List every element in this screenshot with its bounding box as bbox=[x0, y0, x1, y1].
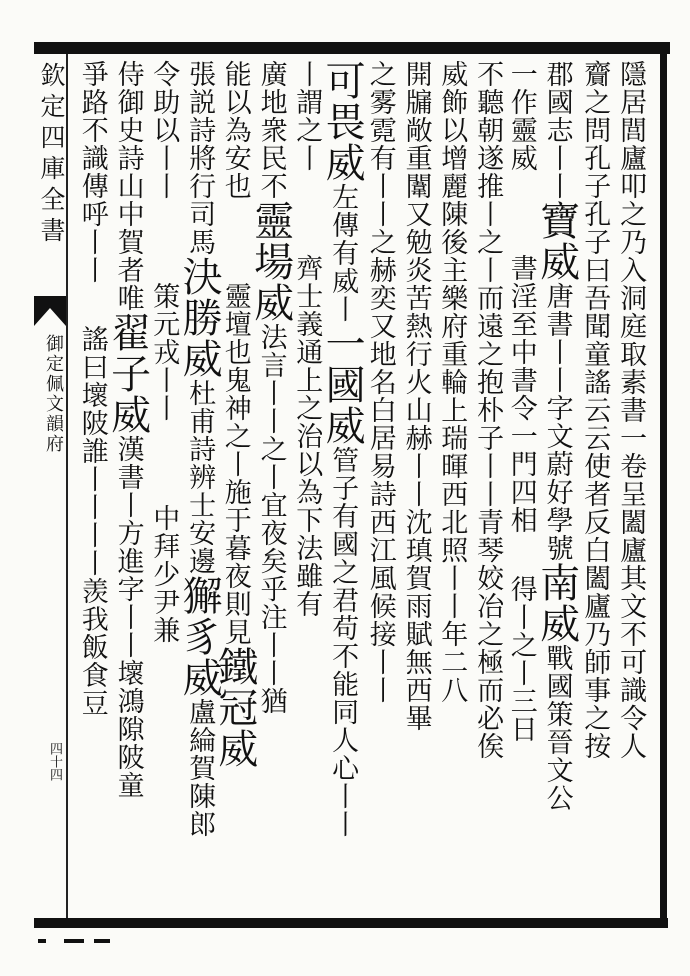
page-number: 四十四 bbox=[47, 742, 62, 781]
book-title: 欽定四庫全書 bbox=[37, 62, 66, 248]
text-column-11 bbox=[247, 60, 294, 910]
headword: 決勝威 bbox=[176, 256, 223, 379]
text-segment: 中拜少尹兼 bbox=[148, 504, 180, 644]
text-column-5 bbox=[471, 60, 507, 910]
text-segment: 管子有國之君苟不能同人心丨丨 bbox=[327, 446, 359, 838]
text-column-14 bbox=[150, 60, 186, 910]
headword: 南威 bbox=[533, 562, 580, 644]
text-column-2 bbox=[579, 60, 615, 910]
text-column-13 bbox=[176, 60, 223, 910]
top-border bbox=[34, 42, 670, 54]
text-segment: 盧綸賀陳郎 bbox=[184, 698, 216, 838]
fishtail-mark-icon bbox=[34, 296, 66, 326]
text-segment: 一作靈威 bbox=[505, 60, 537, 172]
text-segment: 郡國志丨丨 bbox=[541, 60, 573, 200]
text-column-3 bbox=[533, 60, 580, 910]
text-column-15 bbox=[104, 60, 151, 910]
headword bbox=[69, 284, 115, 325]
text-segment: 謠曰壞陂誰丨丨丨丨羡我飯食豆 bbox=[76, 325, 108, 717]
text-column-10 bbox=[293, 60, 329, 910]
text-segment: 威飾以增麗陳後主樂府重輪上瑞暉西北照丨丨年二八 bbox=[436, 60, 468, 704]
text-segment: 法言丨丨之丨宜夜矣乎注丨丨猶 bbox=[255, 323, 287, 715]
headword: 靈場威 bbox=[247, 200, 294, 323]
text-column-9 bbox=[319, 60, 366, 910]
text-segment: 漢書丨方進字丨丨壞鴻隙陂童 bbox=[112, 435, 144, 799]
text-segment: 齎之問孔子孔子曰吾聞童謠云云使者反白闔廬乃師事之按 bbox=[579, 60, 611, 760]
text-segment: 戰國策晉文公 bbox=[541, 644, 573, 812]
text-segment: 侍御史詩山中賀者唯 bbox=[112, 60, 144, 312]
text-segment: 廣地衆民不 bbox=[255, 60, 287, 200]
text-column-12 bbox=[211, 60, 258, 910]
headword: 寶威 bbox=[533, 200, 580, 282]
headword: 獬豸威 bbox=[176, 575, 223, 698]
text-segment: 靈壇也鬼神之丨施于暮夜則見 bbox=[219, 282, 251, 646]
text-segment: 能以為安也 bbox=[219, 60, 251, 200]
bottom-border bbox=[34, 918, 668, 928]
text-segment: 書淫至中書令一門四相 bbox=[505, 254, 537, 534]
text-segment: 隱居閭廬叩之乃入洞庭取素書一卷呈闔廬其文不可識令人 bbox=[615, 60, 647, 760]
text-segment: 開牖敞重闈又勉炎苦熱行火山赫丨丨沈瑱賀雨賦無西畢 bbox=[400, 60, 432, 732]
text-column-4 bbox=[507, 60, 543, 910]
text-segment: 齊士義通上之治以為下法雖有 bbox=[291, 254, 323, 618]
text-segment: 唐書丨丨字文蔚好學號 bbox=[541, 282, 573, 562]
text-segment: 策元戎丨丨 bbox=[148, 282, 180, 422]
headword: 翟子威 bbox=[104, 312, 151, 435]
text-segment: 得丨之丨三日 bbox=[505, 575, 537, 743]
text-segment: 不聽朝遂推丨之丨而遠之抱朴子丨丨青琴姣冶之極而必俟 bbox=[472, 60, 504, 760]
text-segment: 左傳有威丨 bbox=[327, 183, 359, 323]
section-title: 御定佩文韻府 bbox=[43, 334, 64, 454]
text-column-8 bbox=[364, 60, 400, 910]
text-column-16 bbox=[78, 60, 114, 910]
headword: 鐵冠威 bbox=[211, 646, 258, 769]
right-border bbox=[660, 42, 667, 928]
gutter-divider bbox=[66, 54, 68, 918]
text-segment: 之雾霓有丨丨之赫奕又地名白居易詩西江風候接丨丨 bbox=[364, 60, 396, 704]
text-segment: 杜甫詩辨士安邊 bbox=[184, 379, 216, 575]
text-column-7 bbox=[400, 60, 436, 910]
bottom-edge-marks bbox=[34, 936, 154, 946]
text-segment: 令助以丨丨 bbox=[148, 60, 180, 200]
text-segment: 爭路不識傳呼丨丨 bbox=[76, 60, 108, 284]
text-segment: 張説詩將行司馬 bbox=[184, 60, 216, 256]
text-segment: 丨謂之丨 bbox=[291, 60, 323, 172]
text-column-1 bbox=[614, 60, 650, 910]
headword: 可畏威 bbox=[319, 60, 366, 183]
headword: 一國威 bbox=[319, 323, 366, 446]
text-column-6 bbox=[436, 60, 472, 910]
